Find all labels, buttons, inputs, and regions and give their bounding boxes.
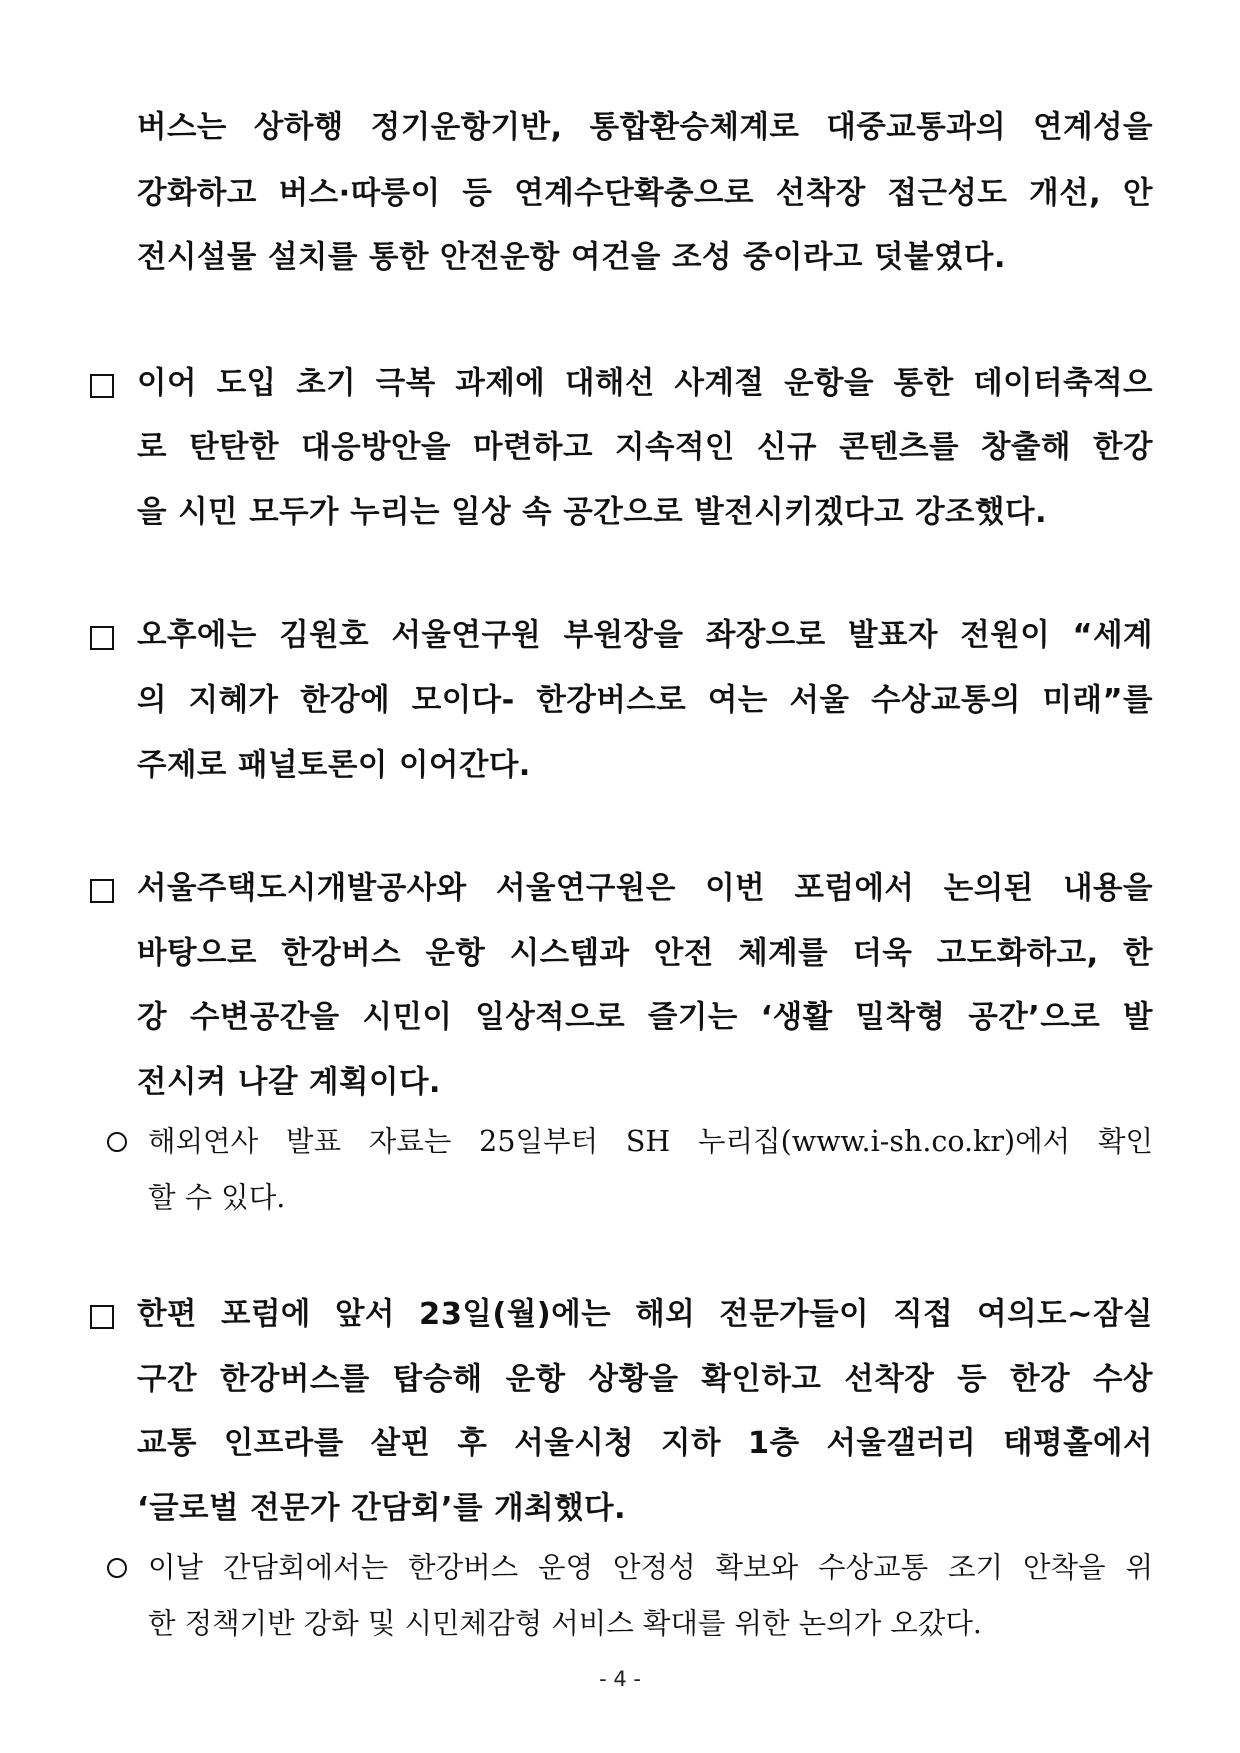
sub-bullet-line: 이날 간담회에서는 한강버스 운영 안정성 확보와 수상교통 조기 안착을 위 — [148, 1551, 1153, 1584]
paragraph-line: 을 시민 모두가 누리는 일상 속 공간으로 발전시키겠다고 강조했다. — [137, 495, 1048, 530]
paragraph-line: 서울주택도시개발공사와 서울연구원은 이번 포럼에서 논의된 내용을 — [137, 871, 1153, 906]
paragraph-line: ‘글로벌 전문가 간담회’를 개최했다. — [137, 1491, 627, 1526]
paragraph-line: 교통 인프라를 살핀 후 서울시청 지하 1층 서울갤러리 태평홀에서 — [137, 1426, 1153, 1461]
sub-bullet-line: 할 수 있다. — [148, 1181, 286, 1214]
paragraph-line: 전시설물 설치를 통한 안전운항 여건을 조성 중이라고 덧붙였다. — [137, 240, 1006, 275]
paragraph-line: 주제로 패널토론이 이어간다. — [137, 748, 531, 783]
paragraph-line: 전시켜 나갈 계획이다. — [137, 1065, 441, 1100]
paragraph-line: 강화하고 버스·따릉이 등 연계수단확충으로 선착장 접근성도 개선, 안 — [137, 176, 1153, 211]
paragraph-line: 한편 포럼에 앞서 23일(월)에는 해외 전문가들이 직접 여의도~잠실 — [137, 1297, 1153, 1332]
square-bullet-icon — [90, 374, 114, 398]
paragraph-line: 강 수변공간을 시민이 일상적으로 즐기는 ‘생활 밀착형 공간’으로 발 — [137, 1000, 1153, 1035]
square-bullet-icon — [90, 1305, 114, 1329]
paragraph-line: 이어 도입 초기 극복 과제에 대해선 사계절 운항을 통한 데이터축적으 — [137, 366, 1153, 401]
sub-bullet-line: 한 정책기반 강화 및 시민체감형 서비스 확대를 위한 논의가 오갔다. — [148, 1607, 982, 1640]
paragraph-line: 바탕으로 한강버스 운항 시스템과 안전 체계를 더욱 고도화하고, 한 — [137, 936, 1153, 971]
paragraph-line: 의 지혜가 한강에 모이다- 한강버스로 여는 서울 수상교통의 미래”를 — [137, 683, 1153, 718]
square-bullet-icon — [90, 626, 114, 650]
sub-bullet-line: 해외연사 발표 자료는 25일부터 SH 누리집(www.i-sh.co.kr)에서 확인 — [148, 1125, 1153, 1158]
paragraph-line: 오후에는 김원호 서울연구원 부원장을 좌장으로 발표자 전원이 “세계 — [137, 618, 1153, 653]
paragraph-line: 버스는 상하행 정기운항기반, 통합환승체계로 대중교통과의 연계성을 — [137, 110, 1153, 145]
paragraph-line: 구간 한강버스를 탑승해 운항 상황을 확인하고 선착장 등 한강 수상 — [137, 1362, 1153, 1397]
circle-bullet-icon — [107, 1132, 127, 1152]
circle-bullet-icon — [107, 1558, 127, 1578]
paragraph-line: 로 탄탄한 대응방안을 마련하고 지속적인 신규 콘텐츠를 창출해 한강 — [137, 430, 1153, 465]
square-bullet-icon — [90, 879, 114, 903]
page-number: - 4 - — [599, 1667, 641, 1691]
